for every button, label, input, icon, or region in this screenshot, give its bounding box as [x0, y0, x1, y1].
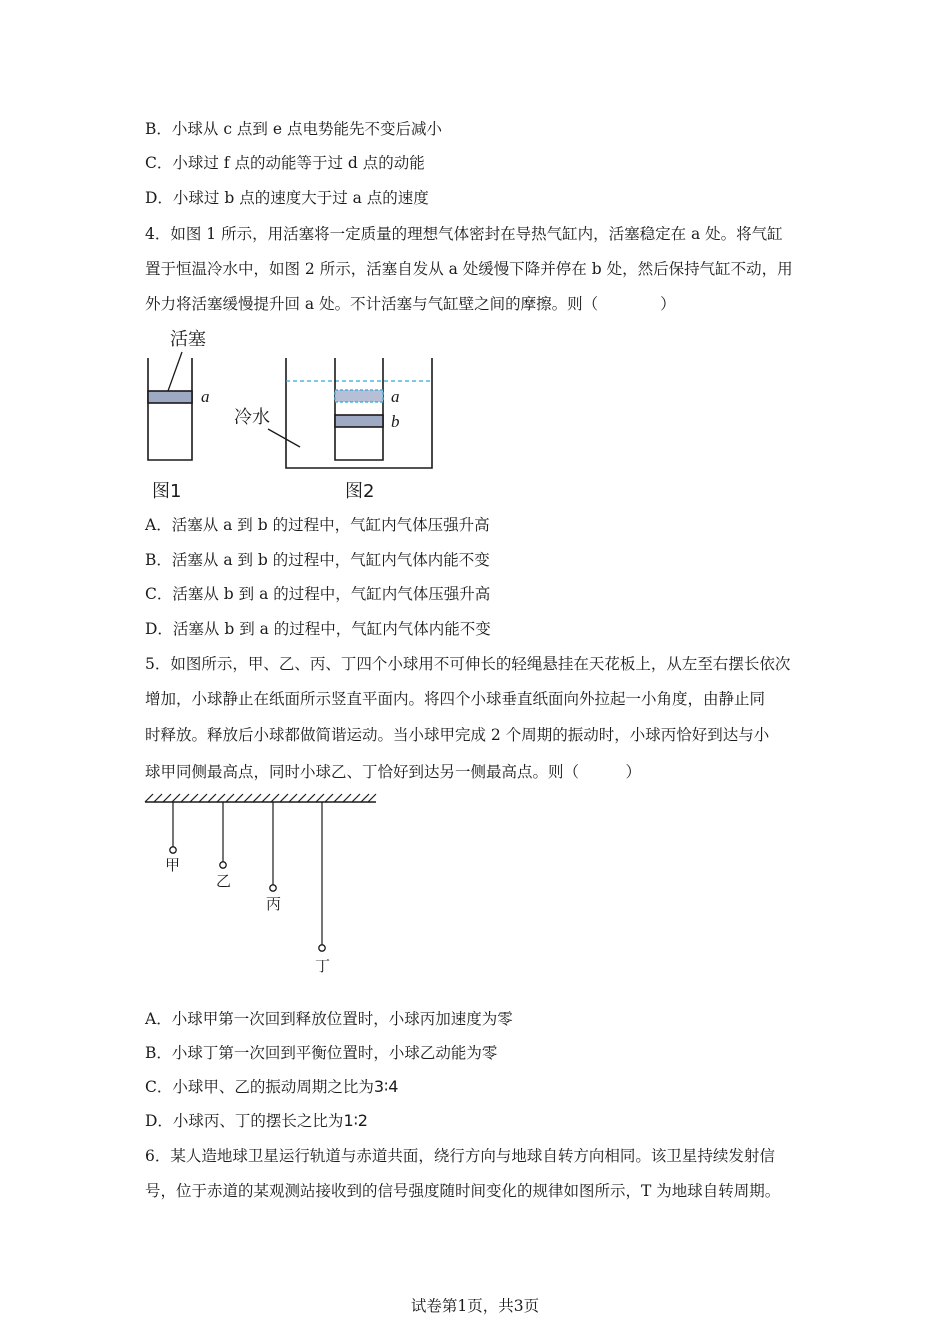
q5-option-d-ratio: 1∶2: [343, 1111, 368, 1130]
ceiling-hatching: [145, 794, 376, 802]
piston-pointer: [168, 352, 182, 391]
q5-option-a: A．小球甲第一次回到释放位置时，小球丙加速度为零: [145, 1010, 513, 1028]
q3-option-c: C．小球过 f 点的动能等于过 d 点的动能: [145, 154, 425, 172]
q5-option-c: [145, 1077, 398, 1097]
cylinder-1: [148, 358, 192, 460]
label-bing: 丙: [266, 895, 282, 913]
water-tank: [286, 358, 432, 468]
q4-stem-line-2: 置于恒温冷水中，如图 2 所示，活塞自发从 a 处缓慢下降并停在 b 处，然后保持气缸不动，用: [145, 260, 793, 278]
fig2-label-a: a: [391, 387, 400, 406]
q3-option-d: D．小球过 b 点的速度大于过 a 点的速度: [145, 189, 429, 207]
q5-pendulum-figure: [140, 790, 385, 980]
fig2-label-b: b: [391, 412, 400, 431]
q4-option-d: D．活塞从 b 到 a 的过程中，气缸内气体内能不变: [145, 620, 491, 638]
q4-option-b: B．活塞从 a 到 b 的过程中，气缸内气体内能不变: [145, 551, 490, 569]
ball-bing: [270, 885, 276, 891]
q5-stem-line-4: 球甲同侧最高点，同时小球乙、丁恰好到达另一侧最高点。则（ ）: [145, 763, 642, 781]
ball-yi: [220, 862, 226, 868]
q5-option-d: [145, 1111, 368, 1131]
label-jia: 甲: [165, 856, 181, 874]
q3-option-b: B．小球从 c 点到 e 点电势能先不变后减小: [145, 120, 442, 138]
cold-water-label: 冷水: [234, 407, 270, 428]
q5-option-c-text: C．小球甲、乙的振动周期之比为: [145, 1078, 374, 1096]
fig1-caption: 图1: [152, 481, 182, 502]
fig1-label-a: a: [201, 387, 210, 406]
q5-option-b: B．小球丁第一次回到平衡位置时，小球乙动能为零: [145, 1044, 498, 1062]
q5-option-d-text: D．小球丙、丁的摆长之比为: [145, 1112, 344, 1130]
q6-stem-line-1: 6．某人造地球卫星运行轨道与赤道共面，绕行方向与地球自转方向相同。该卫星持续发射信: [145, 1147, 775, 1165]
cylinder-2: [335, 358, 383, 460]
ball-jia: [170, 847, 176, 853]
ball-ding: [319, 945, 325, 951]
piston-position-b: [335, 415, 383, 427]
page-footer: 试卷第1页，共3页: [410, 1297, 540, 1315]
q4-figure: [140, 325, 450, 505]
q5-option-c-ratio: 3∶4: [373, 1077, 399, 1096]
piston-position-a: [335, 390, 383, 402]
q4-stem-line-1: 4．如图 1 所示，用活塞将一定质量的理想气体密封在导热气缸内，活塞稳定在 a 处。将气缸: [145, 225, 783, 243]
q4-option-c: C．活塞从 b 到 a 的过程中，气缸内气体压强升高: [145, 585, 491, 603]
q4-stem-line-3: 外力将活塞缓慢提升回 a 处。不计活塞与气缸壁之间的摩擦。则（ ）: [145, 295, 676, 313]
fig2-caption: 图2: [345, 481, 375, 502]
q5-stem-line-2: 增加，小球静止在纸面所示竖直平面内。将四个小球垂直纸面向外拉起一小角度，由静止同: [145, 690, 766, 708]
q4-option-a: A．活塞从 a 到 b 的过程中，气缸内气体压强升高: [145, 516, 490, 534]
q6-stem-line-2: 号，位于赤道的某观测站接收到的信号强度随时间变化的规律如图所示，T 为地球自转周期。: [145, 1182, 781, 1200]
piston-label: 活塞: [170, 329, 206, 350]
q5-stem-line-3: 时释放。释放后小球都做简谐运动。当小球甲完成 2 个周期的振动时，小球丙恰好到达与小: [145, 726, 770, 744]
water-pointer: [268, 429, 300, 447]
label-ding: 丁: [315, 957, 331, 975]
q5-stem-line-1: 5．如图所示，甲、乙、丙、丁四个小球用不可伸长的轻绳悬挂在天花板上，从左至右摆长依次: [145, 655, 791, 673]
label-yi: 乙: [216, 872, 232, 890]
piston-1: [148, 391, 192, 403]
